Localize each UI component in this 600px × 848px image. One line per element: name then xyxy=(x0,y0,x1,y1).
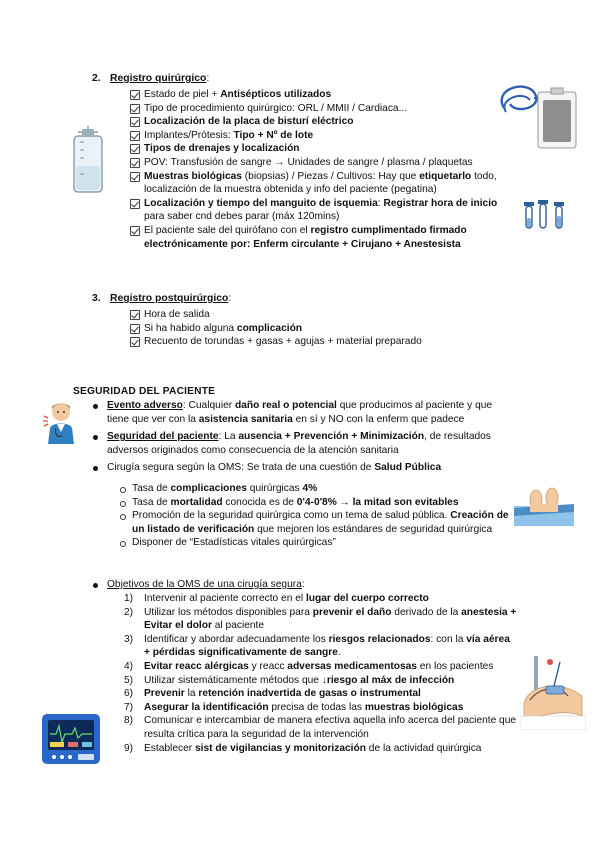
text-run: Hora de salida xyxy=(144,309,210,320)
bullet-item xyxy=(93,399,511,426)
text-run: quirúrgicas xyxy=(246,483,303,494)
text-run: Tasa de xyxy=(132,483,171,494)
checklist-item xyxy=(130,129,510,143)
text-run: todo, localización de la muestra obtenida y info del paciente (pegatina) xyxy=(144,170,497,196)
section-3-title: Registro postquirúrgico xyxy=(110,293,229,304)
text-run: , de resultados adversos originados como consecuencia de la atención sanitaria xyxy=(107,431,491,456)
bullet-dot-icon xyxy=(93,466,98,471)
text-run: conocida es de xyxy=(222,496,297,508)
text-run: Si ha habido alguna xyxy=(144,322,237,334)
text-run: 0'4-0'8% → la mitad son evitables xyxy=(296,496,459,508)
drain-bottle-icon xyxy=(70,126,106,196)
checklist-item xyxy=(130,156,510,170)
text-run: Localización y tiempo del manguito de isquemia xyxy=(144,197,378,209)
text-run: Tipo + Nº de lote xyxy=(233,129,314,141)
text-run: y reacc xyxy=(248,660,288,672)
surgery-feet-icon xyxy=(514,482,574,526)
text-run: Tasa de xyxy=(132,496,171,508)
text-run: : xyxy=(377,197,384,209)
checklist-item xyxy=(130,88,510,102)
text-run: mortalidad xyxy=(170,496,223,508)
checkbox-checked-icon xyxy=(130,324,140,334)
objetivo-item xyxy=(120,742,518,756)
text-run: Utilizar sistemáticamente métodos que xyxy=(144,674,322,686)
text-run: asistencia sanitaria xyxy=(198,413,293,425)
text-run: Estado de piel + xyxy=(144,89,221,100)
checklist-item xyxy=(130,335,510,349)
text-run: de la actividad quirúrgica xyxy=(365,742,482,754)
objetivo-number: 9) xyxy=(124,742,134,754)
checklist-item xyxy=(130,115,510,129)
bullet-dot-icon xyxy=(93,404,98,409)
text-run: (biopsias) / Piezas / Cultivos: Hay que xyxy=(241,170,420,182)
objetivo-number: 4) xyxy=(124,660,134,672)
text-run: Intervenir al paciente correcto en el xyxy=(144,593,306,604)
text-run: precisa de todas las xyxy=(268,701,365,713)
objetivo-number: 5) xyxy=(124,674,134,686)
checkbox-checked-icon xyxy=(130,144,140,154)
text-run: complicaciones xyxy=(170,483,247,494)
text-run: Creación de un listado de verificación xyxy=(132,510,509,535)
section-2-checklist xyxy=(130,88,510,251)
objetivo-item xyxy=(120,674,518,688)
vital-signs-monitor-icon xyxy=(42,714,100,764)
doctor-icon xyxy=(42,400,76,444)
text-run: Evitar reacc alérgicas xyxy=(144,660,249,672)
intubated-patient-icon xyxy=(520,656,586,730)
hollow-bullet-icon xyxy=(120,487,126,493)
test-tubes-icon xyxy=(520,196,570,232)
text-run: 4% xyxy=(302,483,318,494)
text-run: que producimos al paciente y que tiene que ver con la xyxy=(107,400,493,425)
checklist-item xyxy=(130,308,510,322)
text-run: Asegurar la identificación xyxy=(144,701,269,713)
sub-bullet-item xyxy=(120,496,515,510)
text-run: anestesia + Evitar el dolor xyxy=(144,606,517,632)
objetivo-number: 6) xyxy=(124,688,134,700)
objetivo-item xyxy=(120,592,518,606)
text-run: ausencia + Prevención + Minimización xyxy=(238,431,425,443)
seguridad-bullets xyxy=(93,399,511,475)
hollow-bullet-icon xyxy=(120,541,126,547)
text-run: Tipos de drenajes y localización xyxy=(144,143,300,155)
text-run: para saber cnd debes parar (máx 120mins) xyxy=(144,211,340,223)
text-run: Recuento de torundas + gasas + agujas + material preparado xyxy=(144,336,422,348)
text-run: Registrar hora de inicio xyxy=(383,197,498,209)
objetivo-number: 2) xyxy=(124,606,134,618)
text-run: sist de vigilancias y monitorización xyxy=(194,742,366,754)
checklist-item xyxy=(130,197,510,224)
checkbox-checked-icon xyxy=(130,172,140,182)
section-3-heading: 3. Registro postquirúrgico: xyxy=(92,293,232,304)
checkbox-checked-icon xyxy=(130,226,140,236)
sub-bullet-item xyxy=(120,509,515,536)
bullet-item xyxy=(93,461,511,475)
text-run: Localización de la placa de bisturí eléctrico xyxy=(144,116,354,128)
text-run: : con la xyxy=(430,633,467,645)
text-run: adversas medicamentosas xyxy=(287,660,417,672)
hollow-bullet-icon xyxy=(120,501,126,507)
text-run: Establecer xyxy=(144,742,195,754)
text-run: daño real o potencial xyxy=(234,400,337,411)
hollow-bullet-icon xyxy=(120,514,126,520)
objetivo-item xyxy=(120,660,518,674)
checkbox-checked-icon xyxy=(130,131,140,141)
section-3-number: 3. xyxy=(92,293,101,304)
checklist-item xyxy=(130,142,510,156)
checkbox-checked-icon xyxy=(130,90,140,100)
text-run: El paciente sale del quirófano con el xyxy=(144,224,311,236)
checkbox-checked-icon xyxy=(130,310,140,320)
bullet-dot-icon xyxy=(93,435,98,440)
text-run: vía aérea + pérdidas significativamente de sangre xyxy=(144,633,510,659)
text-run: registro cumplimentado firmado electrónicamente por: Enferm circulante + Cirujano + Anestesista xyxy=(144,224,467,250)
text-run: complicación xyxy=(236,322,303,334)
text-run: etiquetarlo xyxy=(419,170,472,182)
objetivo-item xyxy=(120,714,518,741)
text-run: Prevenir xyxy=(144,688,185,700)
objetivo-number: 7) xyxy=(124,701,134,713)
checkbox-checked-icon xyxy=(130,117,140,127)
text-run: Antisépticos utilizados xyxy=(220,89,332,100)
text-run: Salud Pública xyxy=(374,462,442,474)
text-run: Tipo de procedimiento quirúrgico: ORL / MMII / Cardiaca... xyxy=(144,102,408,114)
objetivo-number: 8) xyxy=(124,715,134,727)
text-run: riesgos relacionados xyxy=(328,633,431,645)
objetivo-item xyxy=(120,633,518,660)
checklist-item xyxy=(130,170,510,197)
objetivo-item xyxy=(120,687,518,701)
sub-bullet-item xyxy=(120,536,515,550)
section-3-checklist xyxy=(130,308,510,349)
text-run: : Cualquier xyxy=(182,400,235,411)
text-run: Disponer de “Estadísticas vitales quirúrgicas” xyxy=(132,537,336,549)
checklist-item xyxy=(130,322,510,336)
text-run: POV: Transfusión de sangre → Unidades de sangre / plasma / plaquetas xyxy=(144,156,473,168)
bullet-item xyxy=(93,430,511,457)
checkbox-checked-icon xyxy=(130,337,140,347)
text-run: en sí y NO con la enferm que padece xyxy=(292,413,465,425)
text-run: que mejoren los estándares de seguridad quirúrgica xyxy=(254,523,493,535)
text-run: : La xyxy=(218,431,239,443)
section-2-number: 2. xyxy=(92,73,101,84)
checkbox-checked-icon xyxy=(130,199,140,209)
text-run: Utilizar los métodos disponibles para xyxy=(144,606,313,618)
sub-bullet-item xyxy=(120,482,515,496)
text-run: la xyxy=(184,688,199,700)
text-run: Comunicar e intercambiar de manera efectiva aquella info acerca del paciente que resulta crítica para la seguridad de la intervención xyxy=(144,715,517,740)
objetivos-list xyxy=(120,592,518,755)
checkbox-checked-icon xyxy=(130,158,140,168)
text-run: Evento adverso xyxy=(107,400,183,411)
text-run: . xyxy=(337,647,341,659)
section-2-title: Registro quirúrgico xyxy=(110,73,207,84)
objetivo-item xyxy=(120,701,518,715)
objetivo-item xyxy=(120,606,518,633)
text-run: Identificar y abordar adecuadamente los xyxy=(144,633,329,645)
checklist-item xyxy=(130,102,510,116)
text-run: en los pacientes xyxy=(416,660,494,672)
objetivos-heading: Objetivos de la OMS de una cirugía segura: xyxy=(93,578,513,592)
text-run: Cirugía segura según la OMS: Se trata de una cuestión de xyxy=(107,462,375,474)
objetivo-number: 1) xyxy=(124,593,134,604)
electrosurgical-pad-icon xyxy=(496,78,582,158)
checkbox-checked-icon xyxy=(130,104,140,114)
objetivos-bullet xyxy=(93,578,513,592)
text-run: Muestras biológicas xyxy=(144,170,242,182)
objetivo-number: 3) xyxy=(124,633,134,645)
text-run: Implantes/Prótesis: xyxy=(144,129,234,141)
text-run: al paciente xyxy=(211,620,265,632)
oms-sub-list xyxy=(120,482,515,550)
checklist-item xyxy=(130,224,510,251)
text-run: muestras biológicas xyxy=(364,701,464,713)
text-run: retención inadvertida de gasas o instrumental xyxy=(198,688,421,700)
text-run: lugar del cuerpo correcto xyxy=(305,593,429,604)
text-run: Seguridad del paciente xyxy=(107,431,219,443)
seguridad-title: SEGURIDAD DEL PACIENTE xyxy=(73,386,216,397)
text-run: ↓riesgo al máx de infección xyxy=(321,674,455,686)
section-2-heading: 2. Registro quirúrgico: xyxy=(92,73,210,84)
text-run: derivado de la xyxy=(391,606,462,618)
text-run: prevenir el daño xyxy=(312,606,392,618)
text-run: Promoción de la seguridad quirúrgica como un tema de salud pública. xyxy=(132,510,451,522)
